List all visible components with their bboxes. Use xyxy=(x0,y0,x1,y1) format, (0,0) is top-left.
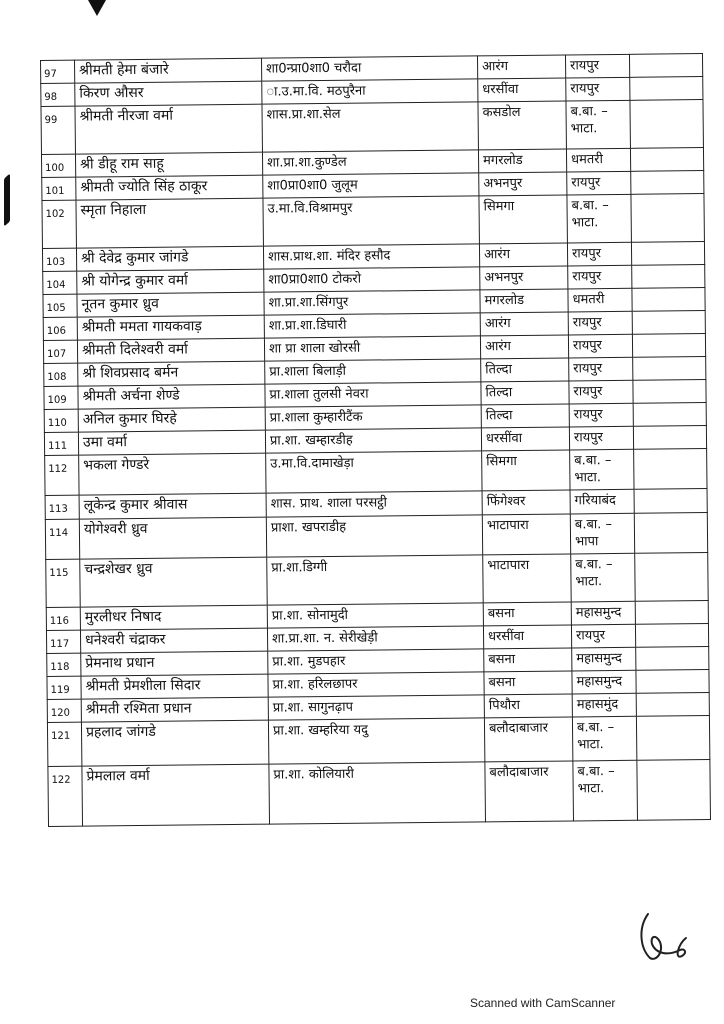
block-name: सिमगा xyxy=(482,450,570,491)
extra-cell xyxy=(630,100,703,149)
teacher-name: श्रीमती हेमा बंजारे xyxy=(75,58,262,83)
table-row xyxy=(46,553,708,608)
district-name: रायपुर xyxy=(568,334,632,358)
district-name: रायपुर xyxy=(569,380,633,404)
school-name: उ.मा.वि.दामाखेड़ा xyxy=(266,451,482,493)
teacher-name: नूतन कुमार ध्रुव xyxy=(77,292,264,317)
extra-cell xyxy=(635,601,708,625)
district-name: रायपुर xyxy=(569,403,633,427)
school-name: शा प्रा शाला खोरसी xyxy=(264,336,480,361)
teacher-name: श्रीमती दिलेश्वरी वर्मा xyxy=(77,338,264,363)
serial-number: 103 xyxy=(42,248,76,271)
block-name: आरंग xyxy=(480,312,568,336)
block-name: तिल्दा xyxy=(481,404,569,428)
serial-number: 120 xyxy=(47,699,81,722)
school-name: शा0प्रा0शा0 जुलूम xyxy=(263,173,479,198)
school-name: शा.प्रा.शा.सिंगपुर xyxy=(264,290,480,315)
district-name: ब.बा. –भाटा. xyxy=(573,760,638,821)
school-name: प्रा.शा. मुडपहार xyxy=(268,649,484,674)
district-name: महासमुंद xyxy=(572,693,636,717)
school-name: शा.प्रा.शा.कुण्डेल xyxy=(262,150,478,175)
block-name: बसना xyxy=(483,602,571,626)
district-name: रायपुर xyxy=(565,54,629,78)
district-name: रायपुर xyxy=(568,311,632,335)
district-name: रायपुर xyxy=(569,357,633,381)
block-name: बलौदाबाजार xyxy=(485,761,574,822)
district-name: रायपुर xyxy=(568,265,632,289)
school-name: शास. प्राथ. शाला परसट्ठी xyxy=(266,491,482,517)
teacher-name: श्रीमती नीरजा वर्मा xyxy=(75,104,262,154)
school-name: ा.उ.मा.वि. मठपुरैना xyxy=(262,79,478,104)
block-name: अभनपुर xyxy=(479,172,567,196)
serial-number: 118 xyxy=(47,653,81,676)
block-name: मगरलोड xyxy=(478,149,566,173)
teacher-name: श्रीमती अर्चना शेण्डे xyxy=(78,384,265,409)
extra-cell xyxy=(636,647,709,671)
extra-cell xyxy=(636,693,709,717)
serial-number: 106 xyxy=(43,317,77,340)
teacher-name: स्मृता निहाला xyxy=(76,198,263,248)
block-name: मगरलोड xyxy=(480,289,568,313)
serial-number: 110 xyxy=(44,409,78,432)
school-name: प्रा.शा. खम्हरिया यदु xyxy=(268,718,484,764)
school-name: शास.प्रा.शा.सेल xyxy=(262,102,478,152)
teacher-name: श्री डीहू राम साहू xyxy=(75,152,262,177)
block-name: धरसींवा xyxy=(483,625,571,649)
serial-number: 109 xyxy=(44,386,78,409)
school-name: शास.प्राथ.शा. मंदिर हसौद xyxy=(263,244,479,269)
table-row xyxy=(42,194,704,249)
school-name: प्रा.शा. कोलियारी xyxy=(269,762,486,824)
serial-number: 114 xyxy=(45,519,79,559)
serial-number: 121 xyxy=(47,722,81,766)
serial-number: 102 xyxy=(42,200,77,248)
extra-cell xyxy=(636,716,709,761)
extra-cell xyxy=(631,242,704,266)
serial-number: 108 xyxy=(44,363,78,386)
serial-number: 104 xyxy=(43,271,77,294)
extra-cell xyxy=(632,334,705,358)
serial-number: 99 xyxy=(41,106,76,154)
extra-cell xyxy=(631,194,704,243)
extra-cell xyxy=(629,54,702,78)
extra-cell xyxy=(633,357,706,381)
district-name: गरियाबंद xyxy=(570,489,634,514)
district-name: रायपुर xyxy=(567,171,631,195)
district-name: रायपुर xyxy=(567,242,631,266)
block-name: बलौदाबाजार xyxy=(484,717,572,762)
extra-cell xyxy=(634,449,707,490)
school-name: शा0न्प्रा0शा0 चरौदा xyxy=(261,56,477,81)
block-name: तिल्दा xyxy=(481,381,569,405)
extra-cell xyxy=(634,489,707,514)
teacher-name: चन्द्रशेखर ध्रुव xyxy=(80,557,267,607)
teacher-name: श्रीमती ज्योति सिंह ठाकूर xyxy=(76,175,263,200)
block-name: बसना xyxy=(484,648,572,672)
teacher-name: प्रेमलाल वर्मा xyxy=(82,764,270,826)
school-name: प्रा.शा.डिग्गी xyxy=(267,555,483,605)
teacher-name: श्री शिवप्रसाद बर्मन xyxy=(78,361,265,386)
district-name: ब.बा. –भाटा. xyxy=(572,716,636,761)
serial-number: 111 xyxy=(44,432,78,455)
serial-number: 98 xyxy=(41,83,75,106)
table-row xyxy=(45,449,707,496)
serial-number: 97 xyxy=(41,60,75,83)
serial-number: 119 xyxy=(47,676,81,699)
district-name: ब.बा. –भाटा. xyxy=(566,100,630,149)
district-name: धमतरी xyxy=(568,288,632,312)
serial-number: 115 xyxy=(46,559,81,607)
teacher-name: प्रेमनाथ प्रधान xyxy=(81,651,268,676)
school-name: प्रा.शाला कुम्हारीटैंक xyxy=(265,405,481,430)
school-name: शा.प्रा.शा. न. सेरीखेड़ी xyxy=(267,626,483,651)
serial-number: 122 xyxy=(48,766,83,826)
corner-mark-icon xyxy=(88,0,106,16)
teacher-name: श्रीमती ममता गायकवाड़ xyxy=(77,315,264,340)
teacher-name: श्री देवेद्र कुमार जांगडे xyxy=(76,246,263,271)
district-name: महासमुन्द xyxy=(572,670,636,694)
extra-cell xyxy=(633,426,706,450)
table-row xyxy=(48,760,711,827)
block-name: आरंग xyxy=(480,335,568,359)
teacher-name: भकला गेण्डरे xyxy=(79,453,266,495)
teacher-name: श्रीमती प्रेमशीला सिदार xyxy=(81,674,268,699)
block-name: तिल्दा xyxy=(481,358,569,382)
extra-cell xyxy=(634,513,707,554)
school-name: प्रा.शा. सोनामुदी xyxy=(267,603,483,628)
extra-cell xyxy=(632,311,705,335)
serial-number: 116 xyxy=(46,607,80,630)
block-name: फिंगेश्वर xyxy=(482,490,570,515)
district-name: रायपुर xyxy=(569,426,633,450)
margin-mark-icon xyxy=(4,173,10,226)
teacher-name: प्रहलाद जांगडे xyxy=(81,720,268,766)
block-name: धरसींवा xyxy=(478,78,566,102)
block-name: सिमगा xyxy=(479,195,567,244)
school-name: शा.प्रा.शा.डिघारी xyxy=(264,313,480,338)
block-name: अभनपुर xyxy=(480,266,568,290)
teacher-name: उमा वर्मा xyxy=(78,430,265,455)
extra-cell xyxy=(636,670,709,694)
serial-number: 112 xyxy=(45,455,79,495)
extra-cell xyxy=(633,380,706,404)
staff-table xyxy=(40,53,711,827)
school-name: प्रा.शा. हरिलछापर xyxy=(268,672,484,697)
school-name: प्रा.शाला बिलाड़ी xyxy=(265,359,481,384)
school-name: प्राशा. खपराडीह xyxy=(266,515,482,557)
block-name: आरंग xyxy=(479,243,567,267)
block-name: कसडोल xyxy=(478,101,566,150)
extra-cell xyxy=(635,624,708,648)
district-name: महासमुन्द xyxy=(571,601,635,625)
extra-cell xyxy=(632,288,705,312)
school-name: प्रा.शा. खम्हारडीह xyxy=(265,428,481,453)
extra-cell xyxy=(631,171,704,195)
signature-icon xyxy=(634,908,694,968)
teacher-name: योगेश्वरी ध्रुव xyxy=(79,517,266,559)
extra-cell xyxy=(632,265,705,289)
district-name: ब.बा. –भापा xyxy=(570,513,634,554)
serial-number: 113 xyxy=(45,495,79,519)
extra-cell xyxy=(630,77,703,101)
serial-number: 107 xyxy=(43,340,77,363)
extra-cell xyxy=(637,760,711,821)
extra-cell xyxy=(635,553,708,602)
school-name: उ.मा.वि.विश्रामपुर xyxy=(263,196,479,246)
teacher-name: किरण औसर xyxy=(75,81,262,106)
serial-number: 105 xyxy=(43,294,77,317)
table-body xyxy=(41,54,711,827)
table-row xyxy=(41,100,703,155)
serial-number: 100 xyxy=(41,154,75,177)
serial-number: 117 xyxy=(46,630,80,653)
extra-cell xyxy=(633,403,706,427)
extra-cell xyxy=(630,148,703,172)
block-name: बसना xyxy=(484,671,572,695)
school-name: प्रा.शाला तुलसी नेवरा xyxy=(265,382,481,407)
teacher-name: मुरलीधर निषाद xyxy=(80,605,267,630)
school-name: प्रा.शा. सागुनढ़ाप xyxy=(268,695,484,720)
school-name: शा0प्रा0शा0 टोकरो xyxy=(264,267,480,292)
district-name: धमतरी xyxy=(566,148,630,172)
teacher-name: अनिल कुमार घिरहे xyxy=(78,407,265,432)
district-name: रायपुर xyxy=(571,624,635,648)
block-name: धरसींवा xyxy=(481,427,569,451)
district-name: महासमुन्द xyxy=(572,647,636,671)
district-name: ब.बा. –भाटा. xyxy=(567,194,631,243)
document-page xyxy=(40,53,719,940)
block-name: पिथौरा xyxy=(484,694,572,718)
block-name: भाटापारा xyxy=(482,514,570,555)
block-name: आरंग xyxy=(477,55,565,79)
teacher-name: श्री योगेन्द्र कुमार वर्मा xyxy=(77,269,264,294)
district-name: ब.बा. –भाटा. xyxy=(571,553,635,602)
table-row xyxy=(45,513,707,560)
teacher-name: लूकेन्द्र कुमार श्रीवास xyxy=(79,493,266,519)
block-name: भाटापारा xyxy=(483,554,571,603)
district-name: ब.बा. –भाटा. xyxy=(570,449,634,490)
teacher-name: धनेश्वरी चंद्राकर xyxy=(80,628,267,653)
teacher-name: श्रीमती रश्मिता प्रधान xyxy=(81,697,268,722)
district-name: रायपुर xyxy=(566,77,630,101)
serial-number: 101 xyxy=(42,177,76,200)
table-row xyxy=(47,716,709,767)
scanner-watermark: Scanned with CamScanner xyxy=(470,996,616,1010)
